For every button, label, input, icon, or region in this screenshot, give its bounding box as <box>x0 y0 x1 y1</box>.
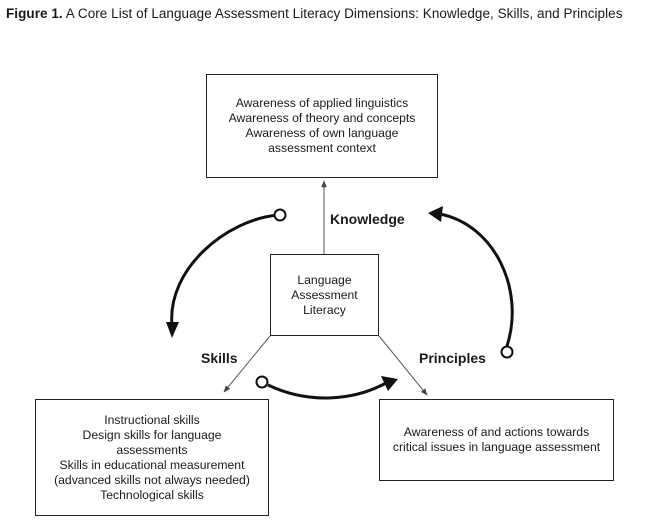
cycle-arrow-knowledge-to-skills <box>172 215 278 325</box>
cycle-arrow-knowledge-to-skills-tail <box>275 210 286 221</box>
cycle-arrow-skills-to-principles-tail <box>257 377 268 388</box>
knowledge-line: Awareness of own language <box>245 126 399 140</box>
principles-box <box>379 399 614 481</box>
center-line: Literacy <box>303 302 346 317</box>
skills-box <box>35 399 269 516</box>
knowledge-line: Awareness of applied linguistics <box>235 96 409 110</box>
figure-number: Figure 1. <box>6 6 63 21</box>
skills-label: Skills <box>201 350 238 366</box>
principles-line: critical issues in language assessment <box>392 440 601 454</box>
principles-line: Awareness of and actions towards <box>403 425 590 439</box>
skills-line: Instructional skills <box>104 412 200 427</box>
skills-line: Technological skills <box>100 487 204 502</box>
center-line: Language <box>297 272 352 287</box>
cycle-arrow-skills-to-principles <box>268 383 386 398</box>
knowledge-line: assessment context <box>268 141 376 155</box>
cycle-arrow-knowledge-to-skills-head <box>166 322 179 338</box>
cycle-arrow-principles-to-knowledge-head <box>428 206 443 222</box>
figure-caption-text: A Core List of Language Assessment Literacy Dimensions: Knowledge, Skills, and Principles <box>65 6 623 21</box>
skills-line: Design skills for language <box>82 427 222 442</box>
center-box <box>270 254 379 336</box>
cycle-arrow-principles-to-knowledge-tail <box>502 347 513 358</box>
knowledge-line: Awareness of theory and concepts <box>228 111 416 125</box>
skills-line: assessments <box>116 442 188 457</box>
skills-line: (advanced skills not always needed) <box>54 472 250 487</box>
cycle-arrow-principles-to-knowledge <box>440 214 512 346</box>
skills-line: Skills in educational measurement <box>59 457 245 472</box>
center-line: Assessment <box>291 287 358 302</box>
knowledge-label: Knowledge <box>330 211 405 227</box>
knowledge-box <box>206 74 438 178</box>
principles-label: Principles <box>419 350 486 366</box>
